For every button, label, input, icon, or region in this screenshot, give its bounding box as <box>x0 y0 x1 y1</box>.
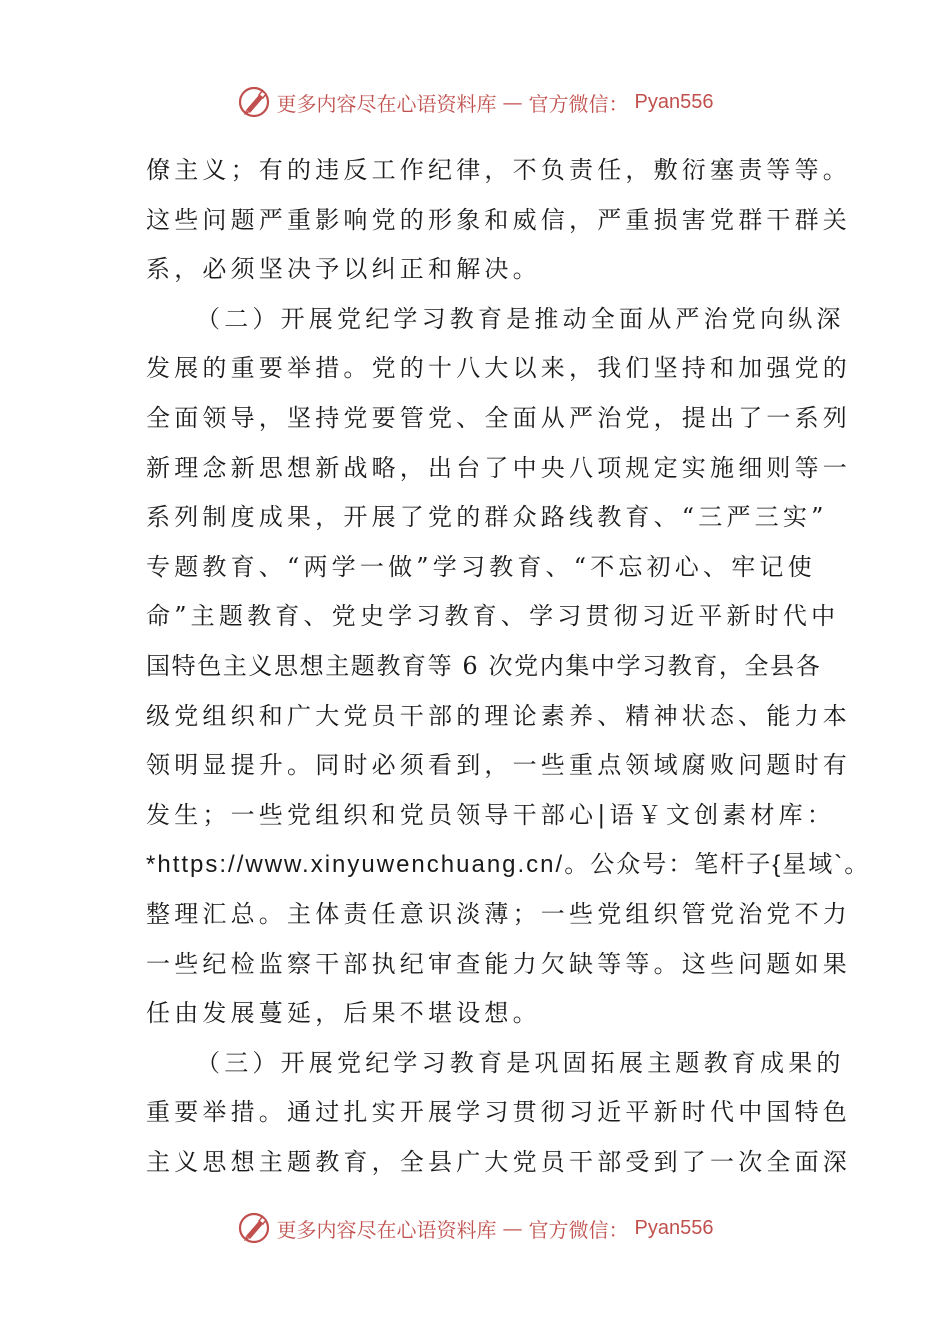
text-line: 国特色主义思想主题教育等 6 次党内集中学习教育，全县各 <box>146 651 822 680</box>
header-banner <box>0 82 950 122</box>
text-line: 这些问题严重影响党的形象和威信，严重损害党群干群关 <box>146 205 851 234</box>
text-line: 重要举措。通过扎实开展学习贯彻习近平新时代中国特色 <box>146 1098 851 1127</box>
text-line: 发生；一些党组织和党员领导干部心|语￥文创素材库： <box>146 800 836 829</box>
document-body <box>146 146 871 1187</box>
banner-wechat-id: Pyan556 <box>634 1216 714 1239</box>
text-line: 新理念新思想新战略，出台了中央八项规定实施细则等一 <box>146 453 851 482</box>
text-line: 发展的重要举措。党的十八大以来，我们坚持和加强党的 <box>146 354 851 383</box>
banner-dash: — <box>502 90 523 114</box>
text-line: 系，必须坚决予以纠正和解决。 <box>146 255 541 284</box>
pen-logo-icon <box>237 1211 271 1245</box>
pen-logo-icon <box>237 85 271 119</box>
banner-brand-text: 更多内容尽在心语资料库 <box>276 91 497 116</box>
paragraph-start-line: （二）开展党纪学习教育是推动全面从严治党向纵深 <box>196 304 845 333</box>
text-line: 僚主义；有的违反工作纪律，不负责任，敷衍塞责等等。 <box>146 156 851 184</box>
banner-wechat-label: 官方微信： <box>528 91 629 116</box>
footer-banner <box>0 1208 950 1248</box>
banner-dash: — <box>502 1216 523 1240</box>
banner-wechat-id: Pyan556 <box>634 90 714 113</box>
text-line: 系列制度成果，开展了党的群众路线教育、“三严三实” <box>146 503 828 532</box>
text-line: 全面领导，坚持党要管党、全面从严治党，提出了一系列 <box>146 403 851 432</box>
text-line: 领明显提升。同时必须看到，一些重点领域腐败问题时有 <box>146 751 851 780</box>
banner-brand-text: 更多内容尽在心语资料库 <box>276 1217 497 1242</box>
watermark-url-line: *https://www.xinyuwenchuang.cn/。公众号：笔杆子{星域`。 <box>146 851 871 879</box>
text-line: 主义思想主题教育，全县广大党员干部受到了一次全面深 <box>146 1147 851 1176</box>
text-line: 命”主题教育、党史学习教育、学习贯彻习近平新时代中 <box>146 602 840 631</box>
paragraph-start-line: （三）开展党纪学习教育是巩固拓展主题教育成果的 <box>196 1048 845 1077</box>
banner-wechat-label: 官方微信： <box>528 1217 629 1242</box>
text-line: 整理汇总。主体责任意识淡薄；一些党组织管党治党不力 <box>146 899 851 928</box>
text-line: 一些纪检监察干部执纪审查能力欠缺等等。这些问题如果 <box>146 949 851 978</box>
text-line: 级党组织和广大党员干部的理论素养、精神状态、能力本 <box>146 701 851 730</box>
text-line: 任由发展蔓延，后果不堪设想。 <box>146 999 541 1028</box>
text-line: 专题教育、“两学一做”学习教育、“不忘初心、牢记使 <box>146 552 816 581</box>
